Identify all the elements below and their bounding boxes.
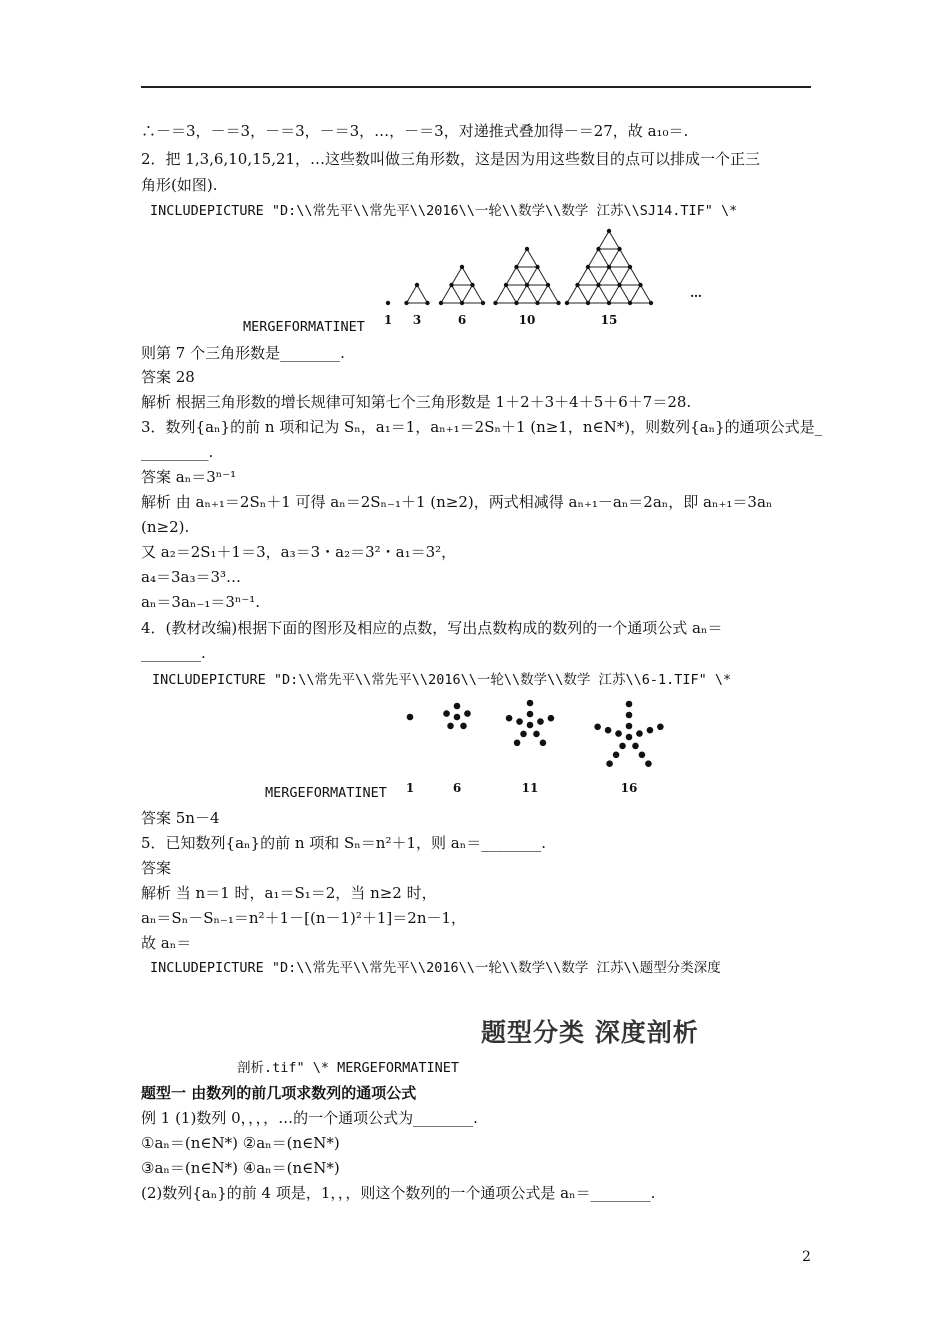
dot: [626, 712, 633, 719]
dot: [606, 760, 613, 767]
dot: [449, 283, 453, 287]
dot: [454, 714, 461, 721]
dot: [533, 731, 540, 738]
dot: [470, 283, 474, 287]
dot: [615, 730, 622, 737]
dot: [460, 301, 464, 305]
triangle-edge: [452, 267, 463, 285]
dot: [548, 715, 555, 722]
text-line: aₙ＝3aₙ₋₁＝3ⁿ⁻¹.: [141, 593, 261, 611]
dot: [626, 723, 633, 730]
dot: [586, 301, 590, 305]
figure-label: 10: [518, 313, 536, 327]
figure-label: 11: [521, 781, 539, 795]
dot: [454, 703, 461, 710]
triangle-edge: [620, 285, 631, 303]
mergeformat-field: MERGEFORMATINET: [265, 785, 387, 801]
dot: [596, 247, 600, 251]
dot: [527, 700, 534, 707]
triangle-edge: [609, 249, 620, 267]
triangle-edge: [517, 267, 528, 285]
triangle-edge: [609, 267, 620, 285]
triangle-edge: [548, 285, 559, 303]
example-1: 例 1 (1)数列 0，，，，…的一个通项公式为________.: [141, 1109, 478, 1127]
text-line: 角形(如图).: [141, 176, 218, 194]
triangle-edge: [452, 285, 463, 303]
triangle-edge: [641, 285, 652, 303]
dot: [520, 731, 527, 738]
dot: [594, 724, 601, 731]
dot: [443, 710, 450, 717]
triangle-edge: [588, 285, 599, 303]
dot: [619, 743, 626, 750]
analysis-line: 解析 根据三角形数的增长规律可知第七个三角形数是 1＋2＋3＋4＋5＋6＋7＝28.: [141, 393, 692, 411]
triangle-edge: [609, 285, 620, 303]
dot: [657, 724, 664, 731]
dot: [525, 283, 529, 287]
dot: [546, 283, 550, 287]
dot: [386, 301, 390, 305]
triangle-edge: [473, 285, 484, 303]
dot: [628, 301, 632, 305]
dot: [404, 301, 408, 305]
dot: [425, 301, 429, 305]
includepicture-field: INCLUDEPICTURE "D:\\常先平\\常先平\\2016\\一轮\\数学\\数学 江苏\\题型分类深度: [150, 960, 721, 976]
dot: [460, 265, 464, 269]
figure-label: 6: [457, 313, 467, 327]
example-1-part-2: (2)数列{aₙ}的前 4 项是，1，，，则这个数列的一个通项公式是 aₙ＝________.: [141, 1184, 656, 1202]
dot: [525, 247, 529, 251]
options-line: ③aₙ＝(n∈N*) ④aₙ＝(n∈N*): [141, 1159, 340, 1177]
dot: [575, 283, 579, 287]
dot: [607, 301, 611, 305]
dot: [514, 265, 518, 269]
dot: [535, 265, 539, 269]
triangle-edge: [599, 267, 610, 285]
figure-label: 3: [412, 313, 422, 327]
dot: [636, 730, 643, 737]
problem-2: 2．把 1,3,6,10,15,21，…这些数叫做三角形数，这是因为用这些数目的点可以排成一个正三: [141, 150, 761, 168]
includepicture-field: INCLUDEPICTURE "D:\\常先平\\常先平\\2016\\一轮\\数学\\数学 江苏\\6-1.TIF" \*: [152, 672, 732, 688]
dot: [605, 727, 612, 734]
dot: [645, 760, 652, 767]
dot: [516, 718, 523, 725]
dot: [617, 247, 621, 251]
dot: [649, 301, 653, 305]
dot: [628, 265, 632, 269]
figure-label: 16: [620, 781, 638, 795]
triangle-edge: [407, 285, 418, 303]
question-text: 则第 7 个三角形数是________.: [141, 344, 345, 362]
analysis-line: 解析 由 aₙ₊₁＝2Sₙ＋1 可得 aₙ＝2Sₙ₋₁＋1 (n≥2)，两式相减得 aₙ₊₁－aₙ＝2aₙ，即 aₙ₊₁＝3aₙ: [141, 493, 773, 511]
topic-title: 题型一 由数列的前几项求数列的通项公式: [141, 1084, 417, 1102]
figure-label: 1: [383, 313, 393, 327]
dot: [504, 283, 508, 287]
figure-label: 1: [405, 781, 415, 795]
triangle-edge: [578, 267, 589, 285]
triangle-edge: [527, 249, 538, 267]
text-line: 故 aₙ＝: [141, 934, 192, 952]
triangle-edge: [538, 285, 549, 303]
triangle-edge: [417, 285, 428, 303]
triangle-edge: [462, 285, 473, 303]
dot: [493, 301, 497, 305]
dot: [607, 229, 611, 233]
triangle-edge: [599, 285, 610, 303]
dot: [535, 301, 539, 305]
triangle-edge: [588, 249, 599, 267]
text-line: aₙ＝Sₙ－Sₙ₋₁＝n²＋1－[(n－1)²＋1]＝2n－1，: [141, 909, 467, 927]
dot: [639, 751, 646, 758]
dot: [565, 301, 569, 305]
triangle-edge: [567, 285, 578, 303]
triangle-edge: [462, 267, 473, 285]
dot: [439, 301, 443, 305]
dot: [632, 743, 639, 750]
problem-5: 5．已知数列{aₙ}的前 n 项和 Sₙ＝n²＋1，则 aₙ＝________.: [141, 834, 546, 852]
triangle-edge: [517, 249, 528, 267]
problem-3: 3．数列{aₙ}的前 n 项和记为 Sₙ，a₁＝1，aₙ₊₁＝2Sₙ＋1 (n≥1，n∈N*)，则数列{aₙ}的通项公式是_: [141, 418, 823, 436]
figure-label: 6: [452, 781, 462, 795]
triangle-edge: [527, 267, 538, 285]
answer-line: 答案: [141, 859, 172, 877]
triangle-edge: [496, 285, 507, 303]
dot: [586, 265, 590, 269]
text-line: a₄＝3a₃＝3³…: [141, 568, 242, 586]
text-line: (n≥2).: [141, 518, 190, 536]
triangle-edge: [506, 267, 517, 285]
mergeformat-field: 剖析.tif" \* MERGEFORMATINET: [237, 1060, 460, 1076]
dot: [447, 723, 454, 730]
answer-line: 答案 28: [141, 368, 195, 386]
triangular-numbers-figure: [370, 225, 730, 335]
dot: [460, 723, 467, 730]
triangle-edge: [527, 285, 538, 303]
triangle-edge: [609, 231, 620, 249]
mergeformat-field: MERGEFORMATINET: [243, 319, 365, 335]
dot: [613, 751, 620, 758]
dot: [527, 722, 534, 729]
dot: [556, 301, 560, 305]
star-dots-figure: [395, 695, 695, 800]
section-heading: 题型分类 深度剖析: [481, 1018, 699, 1047]
dot: [626, 701, 633, 708]
dot: [647, 727, 654, 734]
analysis-line: 解析 当 n＝1 时，a₁＝S₁＝2，当 n≥2 时，: [141, 884, 437, 902]
dot: [464, 710, 471, 717]
triangle-edge: [538, 267, 549, 285]
includepicture-field: INCLUDEPICTURE "D:\\常先平\\常先平\\2016\\一轮\\数学\\数学 江苏\\SJ14.TIF" \*: [150, 203, 738, 219]
text-line: ∴－＝3，－＝3，－＝3，－＝3，…，－＝3，对递推式叠加得－＝27，故 a₁₀＝.: [141, 122, 689, 140]
triangle-edge: [620, 249, 631, 267]
triangle-edge: [588, 267, 599, 285]
text-line: _________.: [141, 443, 214, 461]
dot: [607, 265, 611, 269]
dot: [617, 283, 621, 287]
dot: [514, 739, 521, 746]
text-line: ________.: [141, 644, 206, 662]
dot: [626, 734, 633, 741]
dot: [638, 283, 642, 287]
dot: [514, 301, 518, 305]
triangle-edge: [620, 267, 631, 285]
header-rule: [141, 86, 811, 88]
dot: [527, 711, 534, 718]
text-line: 又 a₂＝2S₁＋1＝3，a₃＝3・a₂＝3²・a₁＝3²，: [141, 543, 457, 561]
triangle-edge: [599, 231, 610, 249]
triangle-edge: [441, 285, 452, 303]
triangle-edge: [517, 285, 528, 303]
figure-label: 15: [600, 313, 618, 327]
triangle-edge: [599, 249, 610, 267]
triangle-edge: [630, 267, 641, 285]
dot: [596, 283, 600, 287]
page-number: 2: [802, 1249, 811, 1265]
dot: [481, 301, 485, 305]
options-line: ①aₙ＝(n∈N*) ②aₙ＝(n∈N*): [141, 1134, 340, 1152]
answer-line: 答案 aₙ＝3ⁿ⁻¹: [141, 468, 237, 486]
dot: [407, 714, 414, 721]
dot: [537, 718, 544, 725]
dot: [415, 283, 419, 287]
ellipsis: …: [690, 286, 702, 300]
dot: [540, 739, 547, 746]
triangle-edge: [578, 285, 589, 303]
dot: [506, 715, 513, 722]
triangle-edge: [630, 285, 641, 303]
triangle-edge: [506, 285, 517, 303]
problem-4: 4．(教材改编)根据下面的图形及相应的点数，写出点数构成的数列的一个通项公式 aₙ＝: [141, 619, 723, 637]
answer-line: 答案 5n－4: [141, 809, 220, 827]
